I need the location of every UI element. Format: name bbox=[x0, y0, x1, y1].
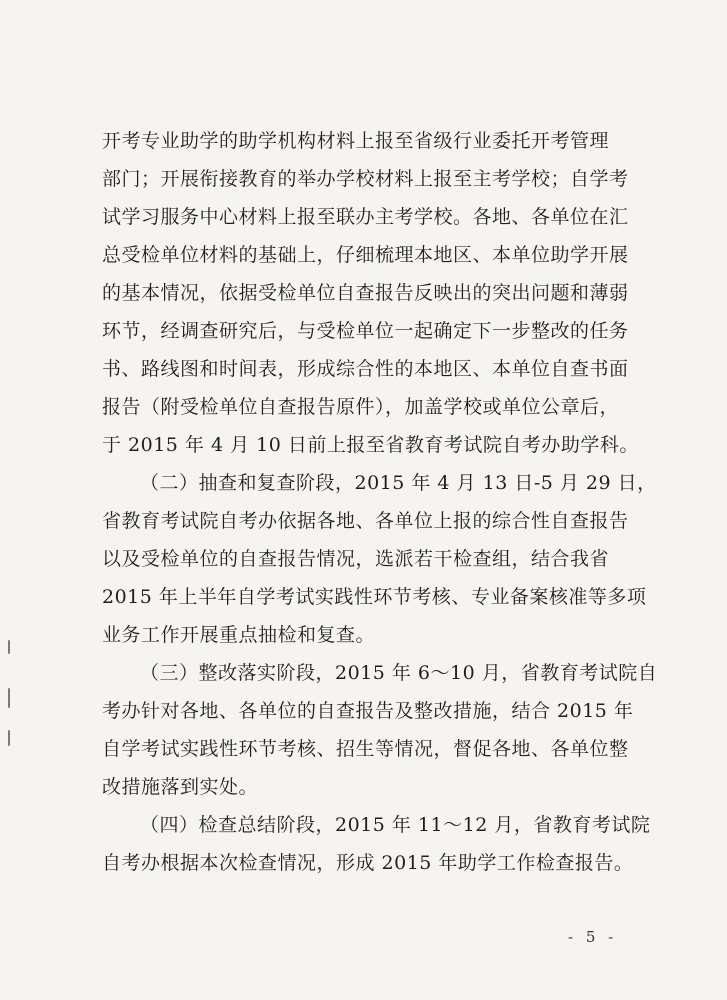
page-number: - 5 - bbox=[568, 928, 618, 946]
text-line-5: 的基本情况，依据受检单位自查报告反映出的突出问题和薄弱 bbox=[102, 282, 629, 304]
text-line-7: 书、路线图和时间表，形成综合性的本地区、本单位自查书面 bbox=[102, 358, 629, 380]
text-line-11: 省教育考试院自考办依据各地、各单位上报的综合性自查报告 bbox=[102, 510, 629, 532]
text-line-20: 自考办根据本次检查情况，形成 2015 年助学工作检查报告。 bbox=[102, 852, 634, 874]
text-line-2: 部门；开展衔接教育的举办学校材料上报至主考学校；自学考 bbox=[102, 168, 629, 190]
scan-edge-marks bbox=[8, 640, 16, 750]
text-line-4: 总受检单位材料的基础上，仔细梳理本地区、本单位助学开展 bbox=[102, 244, 629, 266]
text-line-13: 2015 年上半年自学考试实践性环节考核、专业备案核准等多项 bbox=[102, 586, 647, 608]
section-2-heading-line: （二）抽查和复查阶段，2015 年 4 月 13 日-5 月 29 日， bbox=[140, 472, 657, 494]
text-line-12: 以及受检单位的自查报告情况，选派若干检查组，结合我省 bbox=[102, 548, 610, 570]
section-4-heading-line: （四）检查总结阶段，2015 年 11～12 月，省教育考试院 bbox=[140, 814, 651, 836]
text-line-9: 于 2015 年 4 月 10 日前上报至省教育考试院自考办助学科。 bbox=[102, 434, 639, 456]
text-line-16: 考办针对各地、各单位的自查报告及整改措施，结合 2015 年 bbox=[102, 700, 634, 722]
section-3-heading-line: （三）整改落实阶段，2015 年 6～10 月，省教育考试院自 bbox=[140, 662, 658, 684]
text-line-1: 开考专业助学的助学机构材料上报至省级行业委托开考管理 bbox=[102, 130, 610, 152]
text-line-17: 自学考试实践性环节考核、招生等情况，督促各地、各单位整 bbox=[102, 738, 629, 760]
text-line-3: 试学习服务中心材料上报至联办主考学校。各地、各单位在汇 bbox=[102, 206, 629, 228]
text-line-6: 环节，经调查研究后，与受检单位一起确定下一步整改的任务 bbox=[102, 320, 629, 342]
text-line-14: 业务工作开展重点抽检和复查。 bbox=[102, 624, 376, 646]
text-line-18: 改措施落到实处。 bbox=[102, 776, 259, 798]
text-line-8: 报告（附受检单位自查报告原件），加盖学校或单位公章后， bbox=[102, 396, 620, 418]
